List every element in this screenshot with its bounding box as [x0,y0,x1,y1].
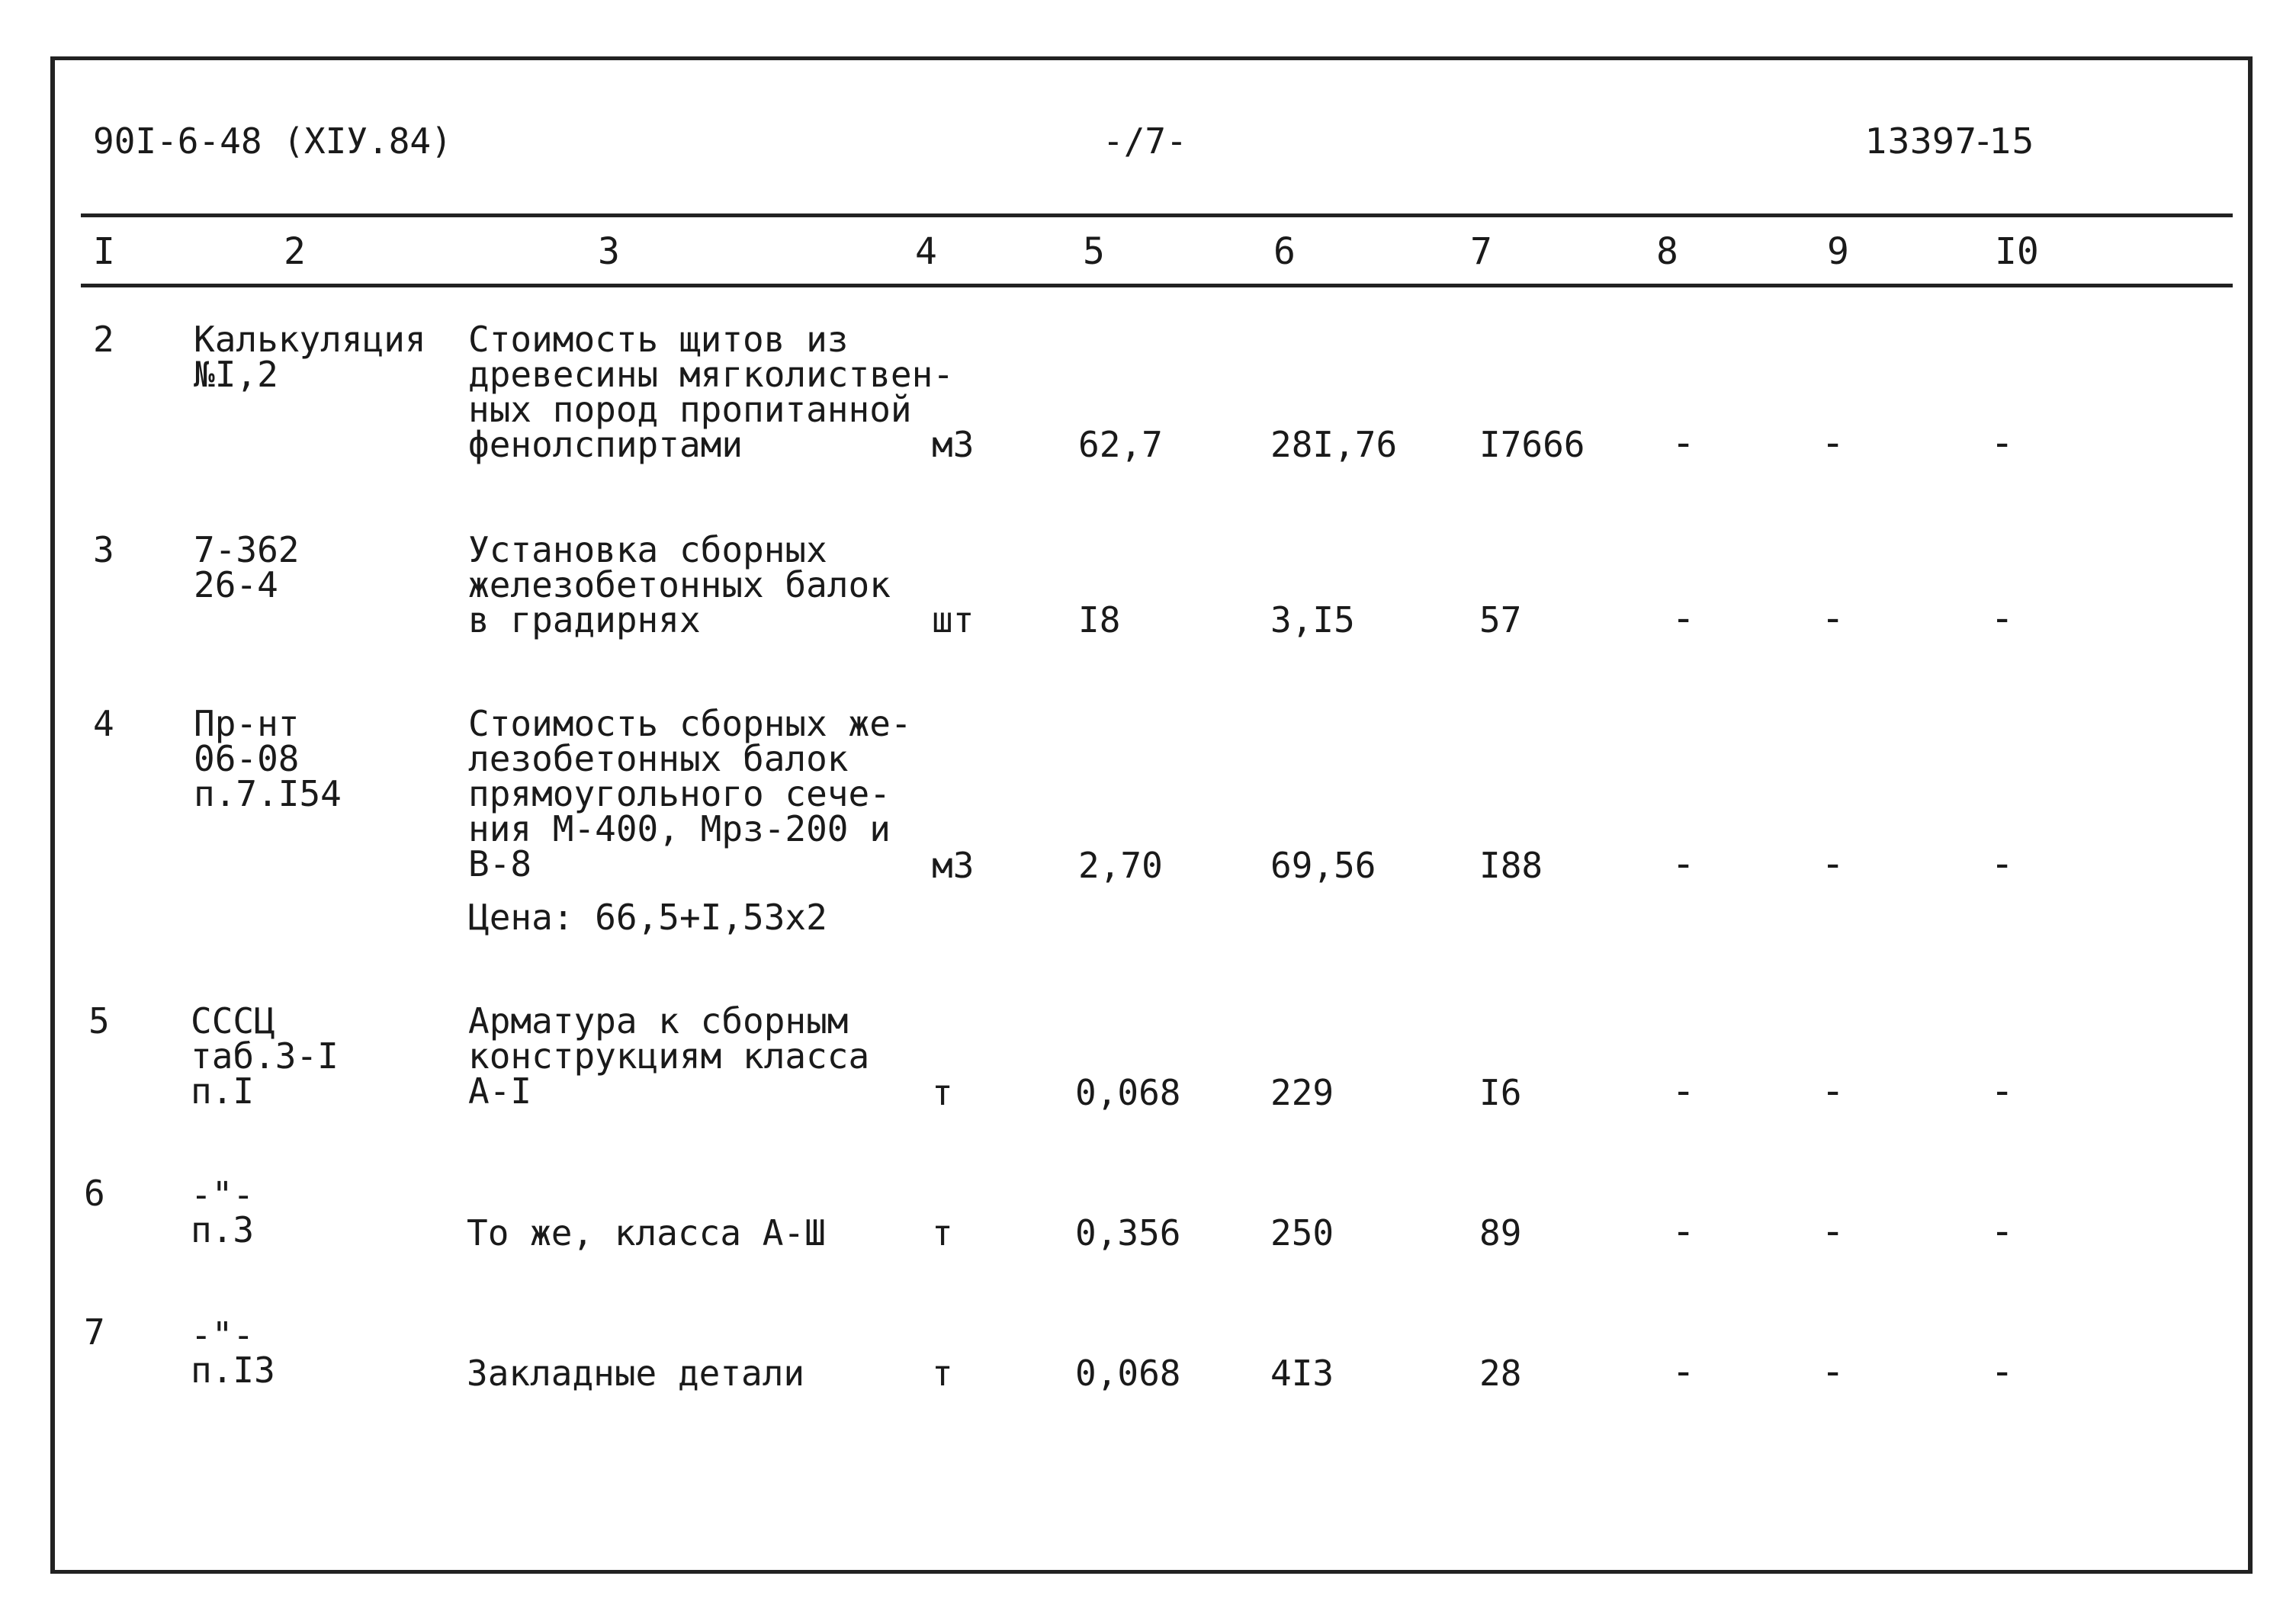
row-7-num: 7 [84,1311,105,1353]
row-6-unit: т [932,1212,953,1253]
row-4-description: Стоимость сборных же- лезобетонных балок прямоугольного сече- ния М-400, Мрз-200 и В-8 [468,703,912,884]
row-2-ref: Калькуляция №I,2 [194,319,426,395]
row-6-col10: - [1990,1209,2015,1254]
row-6-col9: - [1821,1209,1845,1254]
row-5-num: 5 [88,1000,110,1042]
row-3-qty: I8 [1078,599,1121,640]
row-5-description: Арматура к сборным конструкциям класса А-I [468,1000,870,1112]
col-header-7: 7 [1470,230,1492,273]
row-2-price: 28I,76 [1270,424,1398,465]
row-6-total: 89 [1479,1212,1522,1253]
row-4-price: 69,56 [1270,845,1376,886]
col-header-1: I [93,230,115,273]
row-6-col8: - [1671,1209,1696,1254]
row-2-col9: - [1821,420,1845,466]
row-5-price: 229 [1270,1072,1334,1113]
row-5-qty: 0,068 [1075,1072,1181,1113]
row-3-num: 3 [93,529,114,570]
col-header-10: I0 [1995,230,2039,273]
row-7-price: 4I3 [1270,1353,1334,1394]
row-7-ref: -"- п.I3 [191,1314,275,1391]
row-5-col8: - [1671,1068,1696,1114]
row-4-price-note: Цена: 66,5+I,53х2 [468,897,827,938]
row-7-col10: - [1990,1349,2015,1395]
table-header-rule [81,284,2233,287]
row-2-col10: - [1990,420,2015,466]
row-2-description: Стоимость щитов из древесины мягколиствен- ных пород пропитанной фенолспиртами [468,319,954,465]
row-6-qty: 0,356 [1075,1212,1181,1253]
col-header-2: 2 [284,230,306,273]
row-4-col10: - [1990,841,2015,887]
col-header-3: 3 [598,230,620,273]
col-header-8: 8 [1656,230,1678,273]
row-6-num: 6 [84,1173,105,1214]
row-5-col10: - [1990,1068,2015,1114]
row-2-col8: - [1671,420,1696,466]
inventory-number: 13397-15 [1865,120,2034,162]
row-4-total: I88 [1479,845,1543,886]
row-7-total: 28 [1479,1353,1522,1394]
row-4-col9: - [1821,841,1845,887]
row-3-description: Установка сборных железобетонных балок в градирнях [468,529,891,640]
row-7-qty: 0,068 [1075,1353,1181,1394]
row-4-qty: 2,70 [1078,845,1163,886]
row-3-col10: - [1990,595,2015,641]
row-4-ref: Пр-нт 06-08 п.7.I54 [194,703,342,814]
col-header-9: 9 [1827,230,1849,273]
col-header-5: 5 [1083,230,1105,273]
row-6-price: 250 [1270,1212,1334,1253]
row-3-total: 57 [1479,599,1522,640]
page-number: -/7- [1103,120,1187,162]
row-7-unit: т [932,1353,953,1394]
row-7-col9: - [1821,1349,1845,1395]
row-4-unit: м3 [932,845,975,886]
row-3-price: 3,I5 [1270,599,1355,640]
row-5-unit: т [932,1072,953,1113]
row-2-total: I7666 [1479,424,1585,465]
row-3-col8: - [1671,595,1696,641]
row-2-qty: 62,7 [1078,424,1163,465]
row-3-unit: шт [932,599,975,640]
table-top-rule [81,213,2233,217]
row-4-col8: - [1671,841,1696,887]
row-2-num: 2 [93,319,114,360]
col-header-6: 6 [1273,230,1296,273]
row-3-ref: 7-362 26-4 [194,529,300,605]
row-5-total: I6 [1479,1072,1522,1113]
row-5-ref: СССЦ таб.3-I п.I [191,1000,339,1112]
row-3-col9: - [1821,595,1845,641]
row-2-unit: м3 [932,424,975,465]
document-code: 90I-6-48 (XIУ.84) [93,120,452,162]
row-5-col9: - [1821,1068,1845,1114]
col-header-4: 4 [915,230,937,273]
row-7-description: Закладные детали [467,1353,805,1394]
row-7-col8: - [1671,1349,1696,1395]
row-6-ref: -"- п.3 [191,1174,255,1250]
row-6-description: То же, класса А-Ш [467,1212,826,1253]
row-4-num: 4 [93,703,114,744]
